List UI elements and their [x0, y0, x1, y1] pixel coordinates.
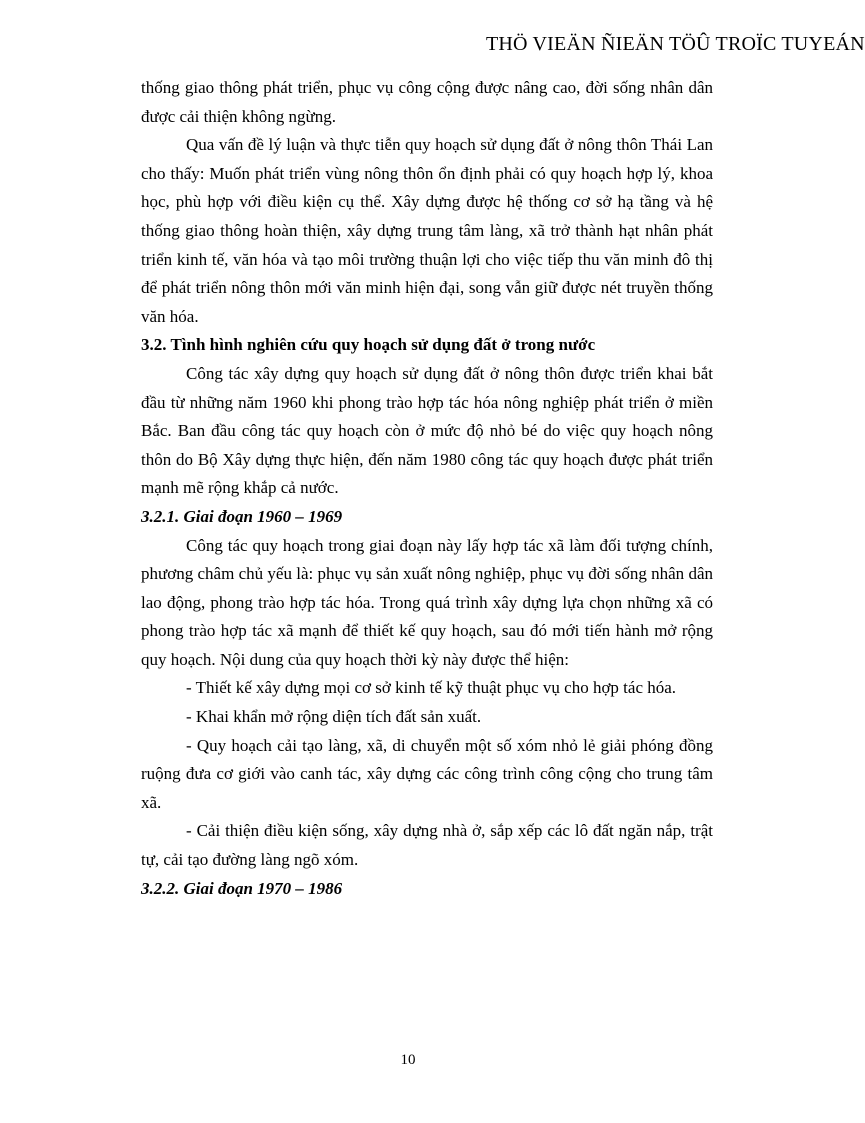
running-header: THÖ VIEÄN ÑIEÄN TÖÛ TROÏC TUYEÁN	[486, 33, 865, 55]
document-body	[141, 74, 713, 903]
paragraph-thailand-lessons: Qua vấn đề lý luận và thực tiễn quy hoạch sử dụng đất ở nông thôn Thái Lan cho thấy: Muốn phát triển vùng nông thôn ổn định phải có quy hoạch hợp lý, khoa học, phù hợp với điều kiện cụ thể. Xây dựng được hệ thống cơ sở hạ tầng và hệ thống giao thông hoàn thiện, xây dựng trung tâm làng, xã trở thành hạt nhân phát triển kinh tế, văn hóa và tạo môi trường thuận lợi cho việc tiếp thu văn minh đô thị để phát triển nông thôn mới văn minh hiện đại, song vẫn giữ được nét truyền thống văn hóa.	[141, 135, 713, 326]
paragraph-period-1960-1969: Công tác quy hoạch trong giai đoạn này lấy hợp tác xã làm đối tượng chính, phương châm chủ yếu là: phục vụ sản xuất nông nghiệp, phục vụ đời sống nhân dân lao động, phong trào hợp tác hóa. Trong quá trình xây dựng lựa chọn những xã có phong trào hợp tác xã mạnh để thiết kế quy hoạch, sau đó mới tiến hành mở rộng quy hoạch. Nội dung của quy hoạch thời kỳ này được thể hiện:	[141, 535, 713, 669]
section-heading-3-2: 3.2. Tình hình nghiên cứu quy hoạch sử dụng đất ở trong nước	[141, 335, 596, 355]
subsection-heading-3-2-2: 3.2.2. Giai đoạn 1970 – 1986	[141, 878, 343, 898]
page-number: 10	[400, 1052, 416, 1068]
paragraph-domestic-research: Công tác xây dựng quy hoạch sử dụng đất ở nông thôn được triển khai bắt đầu từ những năm 1960 khi phong trào hợp tác hóa nông nghiệp phát triển ở miền Bắc. Ban đầu công tác quy hoạch còn ở mức độ nhỏ bé do việc quy hoạch nông thôn do Bộ Xây dựng thực hiện, đến năm 1980 công tác quy hoạch được phát triển mạnh mẽ rộng khắp cả nước.	[141, 363, 713, 498]
list-item: - Khai khẩn mở rộng diện tích đất sản xuất.	[186, 707, 482, 727]
paragraph-intro-continuation: thống giao thông phát triển, phục vụ công cộng được nâng cao, đời sống nhân dân được cải thiện không ngừng.	[141, 78, 713, 126]
subsection-heading-3-2-1: 3.2.1. Giai đoạn 1960 – 1969	[141, 506, 343, 526]
list-item: - Thiết kế xây dựng mọi cơ sở kinh tế kỹ thuật phục vụ cho hợp tác hóa.	[186, 678, 677, 698]
list-item: - Cải thiện điều kiện sống, xây dựng nhà ở, sắp xếp các lô đất ngăn nắp, trật tự, cải tạo đường làng ngõ xóm.	[141, 821, 713, 870]
list-item: - Quy hoạch cải tạo làng, xã, di chuyển một số xóm nhỏ lẻ giải phóng đồng ruộng đưa cơ giới vào canh tác, xây dựng các công trình công cộng cho trung tâm xã.	[141, 735, 713, 812]
